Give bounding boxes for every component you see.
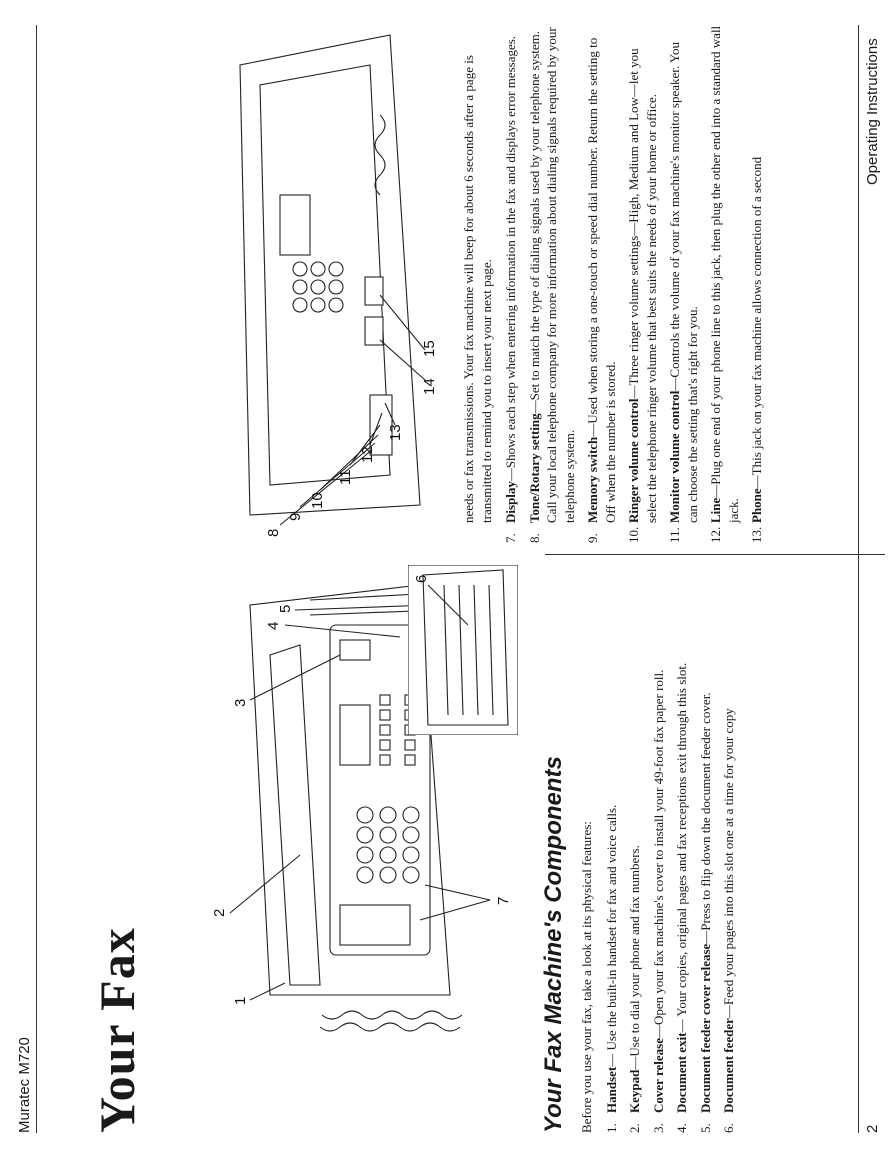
callout-4: 4	[265, 621, 282, 630]
footer-label: Operating Instructions	[864, 38, 881, 185]
page-title: Your Fax	[89, 927, 145, 1133]
item-name: Display	[503, 481, 518, 523]
list-item	[697, 563, 715, 1133]
list-item	[720, 563, 738, 1133]
item-desc: —Open your fax machine's cover to install your 49-foot fax paper roll.	[650, 669, 666, 1039]
item-name: Phone	[749, 488, 764, 523]
item-desc: —Feed your pages into this slot one at a time for your copy	[721, 708, 736, 1019]
callout-9: 9	[287, 512, 304, 521]
callout-2: 2	[211, 908, 228, 917]
item-name: Handset	[603, 1066, 619, 1113]
item-number: 9.	[585, 533, 600, 543]
callout-5: 5	[277, 604, 294, 613]
callout-3: 3	[232, 698, 249, 707]
item-name: Monitor volume control	[667, 390, 682, 523]
callout-1: 1	[232, 996, 249, 1005]
item-number: 8.	[526, 533, 542, 543]
item-desc: —Three ringer volume settings—High, Medium and Low—let you select the telephone ringer volume that best suits the needs of your home or office.	[626, 48, 659, 523]
item-desc: —Plug one end of your phone line to this jack, then plug the other end into a standard wall jack.	[708, 25, 741, 523]
item-number: 2.	[627, 1123, 642, 1133]
header-rule	[36, 25, 37, 1133]
item-desc: —Press to flip down the document feeder cover.	[697, 692, 713, 944]
item-name: Keypad	[627, 1069, 642, 1113]
list-item	[650, 563, 668, 1133]
display-window	[340, 705, 370, 765]
item-name: Document feeder	[721, 1018, 736, 1113]
phone-jack	[365, 277, 383, 305]
item-number: 1.	[603, 1123, 619, 1133]
item-desc: —Shows each step when entering information in the fax and displays error messages.	[503, 35, 518, 482]
item-desc: —Set to match the type of dialing signals used by your telephone system. Call your local telephone company for more information about dialing signals required by your telephone system.	[526, 27, 577, 523]
item-name: Document feeder cover release	[697, 943, 713, 1113]
list-item	[626, 563, 644, 1133]
item-desc: —Used when storing a one-touch or speed dial number. Return the setting to Off when the number is stored.	[585, 37, 618, 523]
item-desc: —This jack on your fax machine allows connection of a second	[749, 156, 764, 489]
list-item	[625, 23, 660, 543]
item-number: 11.	[667, 527, 682, 543]
callout-12: 12	[359, 446, 376, 463]
fax-rear-body	[240, 35, 420, 515]
callout-11: 11	[337, 469, 354, 485]
list-item	[603, 563, 621, 1133]
item-number: 4.	[674, 1123, 689, 1133]
list-item	[666, 23, 701, 543]
item-desc: —Use to dial your phone and fax numbers.	[627, 845, 642, 1070]
item6-continuation: needs or fax transmissions. Your fax machine will beep for about 6 seconds after a page is transmitted to remind you to insert your next page.	[461, 55, 494, 523]
item-name: Line	[708, 497, 723, 523]
list-item	[584, 23, 619, 543]
function-panel	[340, 905, 410, 945]
item-name: Memory switch	[585, 436, 600, 523]
handset-cord	[320, 1023, 460, 1031]
callout-10: 10	[309, 492, 326, 509]
callout-7: 7	[495, 896, 512, 905]
left-text-column	[578, 563, 744, 1133]
callout-14: 14	[421, 378, 438, 395]
item-number: 12.	[708, 526, 723, 543]
item-name: Document exit	[674, 1032, 689, 1113]
list-item	[673, 563, 691, 1133]
callout-8: 8	[265, 528, 282, 537]
item-number: 7.	[503, 533, 518, 543]
right-text-column	[460, 23, 772, 543]
item-number: 6.	[721, 1123, 736, 1133]
item-name: Cover release	[650, 1038, 666, 1113]
item-desc: — Your copies, original pages and fax receptions exit through this slot.	[674, 662, 689, 1033]
callout-13: 13	[387, 424, 404, 441]
callout-15: 15	[421, 340, 438, 357]
item-desc: —Controls the volume of your fax machine's monitor speaker. You can choose the setting that's right for you.	[667, 41, 700, 523]
fax-rear-view-illustration	[220, 25, 440, 545]
column-divider	[545, 554, 885, 555]
list-item	[502, 23, 520, 543]
item-number: 10.	[626, 526, 641, 543]
model-header: Muratec M720	[16, 1037, 33, 1133]
item-number: 13.	[749, 526, 764, 543]
intro-text: Before you use your fax, take a look at its physical features:	[579, 821, 594, 1133]
page-number: 2	[864, 1124, 881, 1133]
callout-6: 6	[413, 574, 430, 583]
document-feeder-inset	[408, 565, 518, 735]
footer-rule	[858, 25, 859, 1133]
cover-release-button	[340, 640, 370, 660]
item-name: Tone/Rotary setting	[526, 413, 542, 523]
list-item	[707, 23, 742, 543]
list-item	[748, 23, 766, 543]
section-heading: Your Fax Machine's Components	[540, 756, 567, 1133]
item-number: 3.	[650, 1123, 666, 1133]
item-name: Ringer volume control	[626, 398, 641, 523]
item-desc: — Use the built-in handset for fax and voice calls.	[603, 804, 619, 1067]
list-item	[526, 23, 579, 543]
item-number: 5.	[697, 1123, 713, 1133]
